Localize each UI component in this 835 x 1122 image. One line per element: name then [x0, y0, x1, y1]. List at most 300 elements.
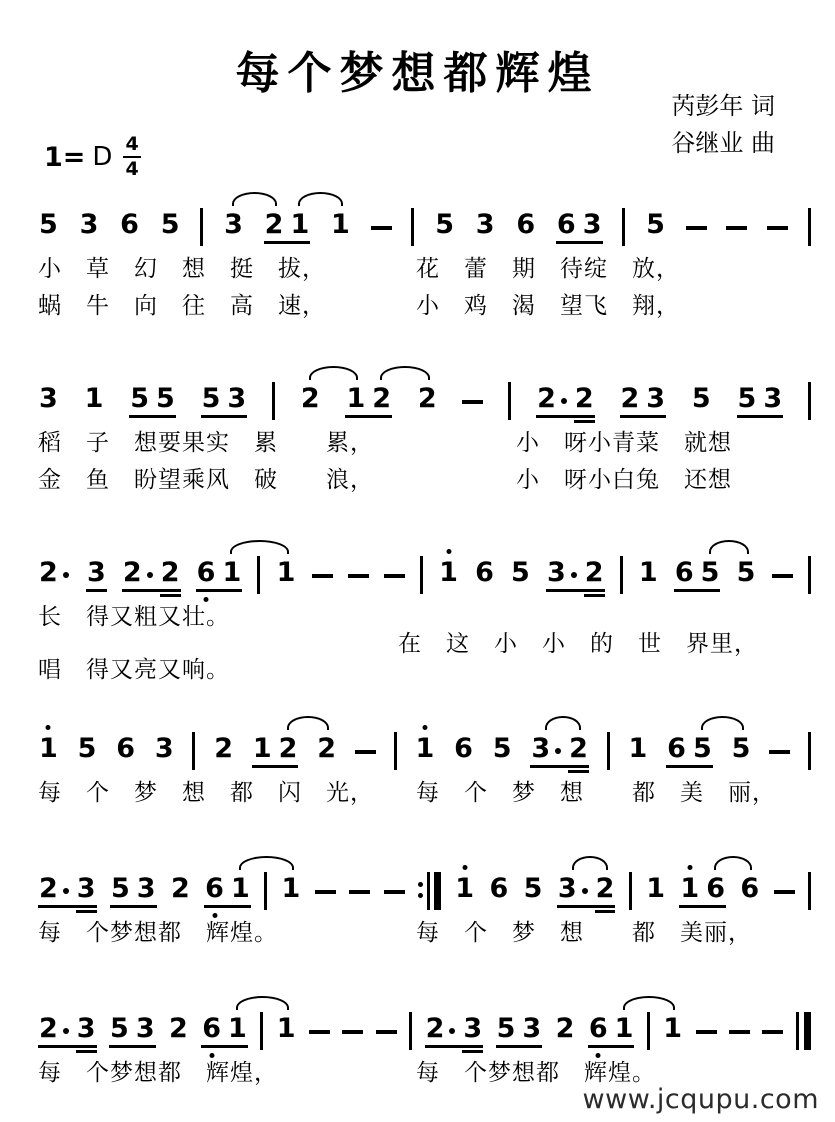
note-digit: 2	[620, 382, 640, 414]
lyric-segment: 每 个 梦 想 都 美丽，	[416, 920, 752, 946]
note	[547, 556, 578, 588]
note-group	[122, 556, 181, 592]
slur-arc	[309, 366, 358, 380]
note	[276, 1012, 296, 1044]
note	[523, 872, 543, 904]
note-group	[731, 732, 752, 768]
note-group	[638, 556, 659, 592]
note	[475, 208, 495, 240]
note-group	[588, 1012, 635, 1048]
system-4	[38, 714, 811, 811]
note-group	[264, 208, 311, 244]
note-digit: 6	[706, 872, 725, 904]
note	[77, 732, 97, 764]
slur-arc	[545, 716, 581, 730]
lyric-segment: 每 个梦想都 辉煌，	[38, 1060, 278, 1086]
note	[628, 732, 648, 764]
note	[595, 872, 615, 904]
note-digit: 3	[646, 382, 666, 414]
note	[516, 208, 536, 240]
note	[252, 732, 272, 764]
note	[110, 872, 130, 904]
note	[492, 732, 512, 764]
note-digit: 2	[264, 208, 284, 240]
note-group	[454, 872, 475, 908]
note-group	[84, 382, 105, 418]
barline	[808, 382, 811, 420]
lyric-row	[38, 774, 811, 811]
note-group	[276, 1012, 297, 1048]
lyric-row	[38, 625, 811, 657]
note-digit: 2	[39, 1012, 58, 1044]
note	[130, 382, 150, 414]
dash-extension	[769, 750, 790, 754]
dash-extension	[696, 1030, 717, 1034]
slur-arc	[714, 856, 752, 870]
note	[531, 732, 562, 764]
note	[667, 732, 686, 764]
dash-extension	[762, 1030, 783, 1034]
note-digit: 2	[170, 872, 190, 904]
lyric-row	[38, 424, 811, 461]
barline	[420, 556, 423, 594]
lyric-segment: 花 蕾 期 待绽 放，	[416, 256, 680, 282]
barline	[394, 732, 397, 770]
barline	[409, 1012, 412, 1050]
note	[281, 872, 301, 904]
note-digit: 2	[39, 556, 58, 588]
note-digit: 2	[537, 382, 556, 414]
note	[201, 382, 221, 414]
note-digit: 5	[736, 556, 756, 588]
note-group	[666, 732, 713, 768]
note-group	[515, 208, 536, 244]
note-group	[86, 556, 107, 592]
note-group	[434, 208, 455, 244]
dash-extension	[349, 890, 370, 894]
note-digit: 3	[522, 1012, 542, 1044]
note-digit: 2	[214, 732, 234, 764]
note-group	[555, 1012, 576, 1048]
note-digit: 1	[628, 732, 648, 764]
note	[463, 1012, 483, 1044]
note-digit: 3	[224, 208, 243, 240]
note-digit: 5	[435, 208, 454, 240]
note-group	[281, 872, 302, 908]
barline	[647, 1012, 650, 1050]
note-group	[38, 1012, 97, 1048]
octave-dot-high	[422, 725, 427, 730]
note	[663, 1012, 683, 1044]
system-3	[38, 538, 811, 688]
note-digit: 1	[222, 556, 242, 588]
augmentation-dot	[147, 572, 153, 578]
barline	[622, 208, 625, 246]
note	[202, 1012, 222, 1044]
note	[740, 872, 760, 904]
note	[122, 556, 154, 588]
barline	[264, 872, 267, 910]
slur-arc	[701, 716, 744, 730]
note-digit: 5	[160, 208, 180, 240]
note-digit: 1	[646, 872, 666, 904]
note	[588, 1012, 608, 1044]
note-group	[170, 872, 191, 908]
note	[196, 556, 216, 588]
note	[555, 1012, 575, 1044]
note-group	[38, 556, 71, 592]
note-digit: 3	[463, 1012, 483, 1044]
note-digit: 5	[737, 382, 757, 414]
note-digit: 2	[555, 1012, 575, 1044]
note-digit: 2	[169, 1012, 188, 1044]
note-digit: 1	[614, 1012, 634, 1044]
note-group	[417, 382, 438, 418]
note-digit: 6	[475, 556, 494, 588]
note-digit: 3	[582, 208, 602, 240]
octave-dot-high	[446, 549, 451, 554]
slur-arc	[380, 366, 430, 380]
note-group	[38, 732, 59, 768]
note-group	[736, 556, 757, 592]
note	[160, 556, 180, 588]
note	[646, 872, 666, 904]
note	[135, 1012, 155, 1044]
dash-extension	[767, 226, 788, 230]
note	[439, 556, 458, 588]
note-digit: 6	[205, 872, 224, 904]
note-digit: 5	[731, 732, 751, 764]
dash-extension	[729, 1030, 750, 1034]
note	[557, 872, 589, 904]
note-digit: 6	[454, 732, 473, 764]
note-group	[557, 872, 616, 908]
lyric-row	[38, 287, 811, 324]
augmentation-dot	[582, 888, 588, 894]
note-digit: 1	[276, 556, 296, 588]
note	[227, 382, 247, 414]
note	[39, 208, 58, 240]
note	[86, 556, 106, 588]
note-group	[223, 208, 244, 244]
lyric-segment: 每 个 梦 想 都 闪 光，	[38, 780, 374, 806]
note	[489, 872, 509, 904]
note	[736, 556, 756, 588]
barline	[629, 872, 632, 910]
note	[425, 1012, 457, 1044]
note-group	[316, 732, 337, 768]
note-digit: 1	[680, 872, 700, 904]
note	[522, 1012, 542, 1044]
note-digit: 3	[763, 382, 783, 414]
note-group	[510, 556, 531, 592]
note-digit: 1	[230, 872, 250, 904]
note-group	[252, 732, 299, 768]
note-group	[154, 732, 175, 768]
note-group	[492, 732, 513, 768]
barline	[200, 208, 203, 246]
note-digit: 1	[346, 382, 366, 414]
slur-arc	[298, 192, 343, 206]
note-group	[536, 382, 595, 418]
note-digit: 1	[228, 1012, 247, 1044]
dash-extension	[342, 1030, 363, 1034]
lyric-row	[38, 250, 811, 287]
repeat-barline	[418, 872, 441, 908]
note-group	[645, 872, 666, 908]
note-group	[300, 382, 321, 418]
note	[674, 556, 694, 588]
dash-extension	[348, 574, 369, 578]
note	[84, 382, 104, 414]
note	[39, 382, 58, 414]
note-group	[213, 732, 234, 768]
barline	[411, 208, 414, 246]
note-digit: 5	[692, 732, 712, 764]
lyric-segment: 每 个 梦 想 都 美 丽，	[416, 780, 776, 806]
note-group	[109, 1012, 156, 1048]
octave-dot-high	[687, 865, 692, 870]
note-digit: 2	[39, 872, 58, 904]
note-group	[77, 732, 98, 768]
note-group	[204, 872, 251, 908]
note-group	[546, 556, 605, 592]
composer-credit: 谷继业 曲	[671, 129, 775, 157]
dash-extension	[726, 226, 747, 230]
note	[116, 732, 136, 764]
note	[205, 872, 224, 904]
lyric-segment: 蜗 牛 向 往 高 速，	[38, 293, 326, 319]
note-digit: 5	[492, 732, 512, 764]
note	[692, 732, 712, 764]
note-group	[496, 1012, 543, 1048]
slur-arc	[287, 716, 329, 730]
note-group	[556, 208, 603, 244]
note	[646, 382, 666, 414]
note-digit: 2	[569, 732, 588, 764]
note-group	[475, 208, 496, 244]
note-digit: 6	[196, 556, 216, 588]
lyricist-credit: 芮彭年 词	[671, 92, 775, 120]
note-group	[739, 872, 760, 908]
note-group	[129, 382, 176, 418]
barline	[808, 556, 811, 594]
note	[317, 732, 337, 764]
note-digit: 1	[39, 732, 58, 764]
slur-arc	[232, 192, 277, 206]
note	[39, 732, 58, 764]
music-line-5	[38, 854, 811, 908]
barline	[620, 556, 623, 594]
dash-extension	[355, 750, 376, 754]
note	[511, 556, 530, 588]
note-digit: 2	[278, 732, 298, 764]
note-group	[530, 732, 589, 768]
note-digit: 1	[290, 208, 310, 240]
dash-extension	[312, 574, 333, 578]
note	[706, 872, 725, 904]
note-digit: 3	[76, 1012, 96, 1044]
note-group	[691, 382, 712, 418]
barline	[508, 382, 511, 420]
music-line-1	[38, 190, 811, 244]
note-group	[453, 732, 474, 768]
note	[700, 556, 720, 588]
note-digit: 3	[154, 732, 174, 764]
note-digit: 5	[691, 382, 711, 414]
slur-arc	[572, 856, 608, 870]
note	[731, 732, 751, 764]
note	[224, 208, 243, 240]
note	[763, 382, 783, 414]
note-digit: 2	[417, 382, 437, 414]
lyric-segment: 稻 子 想要果实 累 累，	[38, 430, 374, 456]
note	[435, 208, 454, 240]
final-barline	[796, 1012, 811, 1048]
note	[110, 1012, 129, 1044]
lyric-segment: 小 呀小白兔 还想	[516, 467, 732, 493]
note-group	[38, 872, 97, 908]
barline-thin	[427, 872, 430, 910]
lyric-segment: 小 鸡 渴 望飞 翔，	[416, 293, 680, 319]
song-title: 每个梦想都辉煌	[235, 48, 600, 100]
lyric-segment: 长 得又粗又壮。	[38, 604, 230, 630]
lyric-segment: 在 这 小 小 的 世 界里，	[398, 631, 758, 657]
credits-block	[671, 88, 775, 162]
dash-extension	[384, 574, 405, 578]
barline-thick	[804, 1012, 811, 1050]
system-2	[38, 364, 811, 498]
note-digit: 6	[667, 732, 686, 764]
note	[569, 732, 588, 764]
barline	[260, 1012, 263, 1050]
system-1	[38, 190, 811, 324]
slur-arc	[236, 996, 289, 1010]
lyric-segment: 每 个梦想都 辉煌。	[38, 920, 278, 946]
barline	[192, 732, 195, 770]
note-digit: 5	[110, 1012, 129, 1044]
lyric-row	[38, 461, 811, 498]
note	[556, 208, 576, 240]
meter-denominator: 4	[125, 157, 139, 180]
note	[614, 1012, 634, 1044]
note-group	[628, 732, 649, 768]
note	[214, 732, 234, 764]
note-digit: 5	[156, 382, 175, 414]
note-digit: 5	[39, 208, 58, 240]
system-5	[38, 854, 811, 951]
note	[417, 382, 437, 414]
music-line-3	[38, 538, 811, 592]
note-digit: 1	[331, 208, 350, 240]
note	[290, 208, 310, 240]
tonic-prefix: 1=	[44, 141, 86, 173]
note	[415, 732, 435, 764]
note-group	[620, 382, 667, 418]
note-digit: 5	[700, 556, 720, 588]
augmentation-dot	[449, 1028, 455, 1034]
note-digit: 3	[557, 872, 577, 904]
note	[346, 382, 366, 414]
note	[160, 208, 180, 240]
note-digit: 2	[584, 556, 604, 588]
meter-numerator: 4	[125, 133, 139, 155]
note	[276, 556, 296, 588]
note-digit: 3	[39, 382, 58, 414]
note-group	[168, 1012, 189, 1048]
note-digit: 5	[496, 1012, 516, 1044]
repeat-dots	[418, 882, 423, 898]
note-digit: 5	[130, 382, 150, 414]
note-digit: 2	[300, 382, 320, 414]
note-group	[38, 382, 59, 418]
augmentation-dot	[63, 888, 69, 894]
note-digit: 2	[372, 382, 392, 414]
note	[170, 872, 190, 904]
note-digit: 5	[511, 556, 530, 588]
dash-extension	[376, 1030, 397, 1034]
lyric-segment: 唱 得又亮又响。	[38, 657, 230, 683]
lyric-segment: 小 草 幻 想 挺 拔，	[38, 256, 326, 282]
note-group	[345, 382, 392, 418]
lyric-segment: 每 个梦想都 辉煌。	[416, 1060, 656, 1086]
note-group	[674, 556, 721, 592]
lyric-segment: 金 鱼 盼望乘风 破 浪，	[38, 467, 374, 493]
note	[646, 208, 665, 240]
note-group	[79, 208, 100, 244]
dash-extension	[371, 226, 392, 230]
note-digit: 3	[136, 872, 156, 904]
note-digit: 5	[646, 208, 665, 240]
barline	[607, 732, 610, 770]
octave-dot-high	[46, 725, 51, 730]
note-group	[119, 208, 140, 244]
note	[331, 208, 350, 240]
note	[222, 556, 242, 588]
note	[154, 732, 174, 764]
lyric-segment: 小 呀小青菜 就想	[516, 430, 732, 456]
barline	[808, 732, 811, 770]
key-letter: D	[92, 142, 113, 173]
augmentation-dot	[555, 748, 561, 754]
dash-extension	[686, 226, 707, 230]
octave-dot-high	[462, 865, 467, 870]
note-digit: 2	[317, 732, 337, 764]
watermark-url: www.jcqupu.com	[582, 1084, 819, 1115]
barline	[272, 382, 275, 420]
music-line-6	[38, 994, 811, 1048]
note-digit: 6	[120, 208, 139, 240]
note	[39, 872, 70, 904]
note-digit: 1	[439, 556, 458, 588]
note-digit: 6	[588, 1012, 608, 1044]
note-digit: 1	[281, 872, 301, 904]
note-digit: 2	[574, 382, 594, 414]
slur-arc	[230, 540, 289, 554]
note-group	[196, 556, 243, 592]
note	[136, 872, 156, 904]
slur-arc	[709, 540, 749, 554]
slur-arc	[239, 856, 294, 870]
note-digit: 5	[523, 872, 543, 904]
note-digit: 2	[595, 872, 615, 904]
note-group	[425, 1012, 484, 1048]
dash-extension	[309, 1030, 330, 1034]
augmentation-dot	[561, 398, 567, 404]
note-digit: 5	[77, 732, 97, 764]
note-group	[201, 382, 248, 418]
note	[278, 732, 298, 764]
